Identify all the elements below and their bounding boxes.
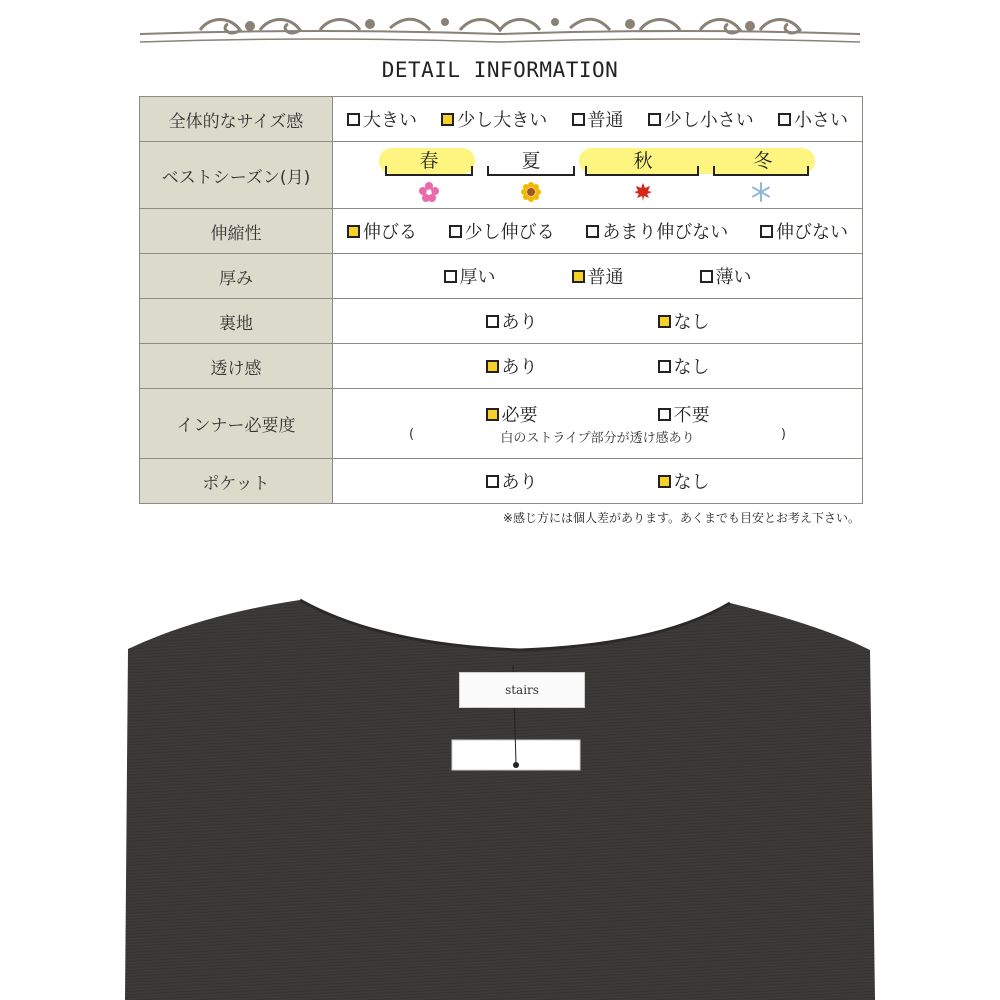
option: 普通 bbox=[572, 106, 624, 132]
option: あまり伸びない bbox=[586, 218, 728, 244]
option: 必要 bbox=[486, 401, 538, 427]
product-photo bbox=[0, 545, 1000, 1000]
brand-label: stairs bbox=[459, 672, 585, 708]
option: 大きい bbox=[347, 106, 417, 132]
maple-leaf-icon bbox=[633, 182, 653, 202]
row-label: 透け感 bbox=[140, 344, 333, 389]
season-winter: 冬 bbox=[753, 150, 773, 172]
disclaimer: ※感じ方には個人差があります。あくまでも目安とお考え下さい。 bbox=[502, 511, 860, 525]
option: 伸びない bbox=[760, 218, 848, 244]
option: あり bbox=[486, 468, 538, 494]
option: 不要 bbox=[658, 401, 710, 427]
checkbox-icon bbox=[486, 315, 499, 328]
checkbox-icon bbox=[449, 225, 462, 238]
table-row bbox=[140, 344, 863, 389]
season-chart bbox=[333, 142, 862, 208]
table-row bbox=[140, 459, 863, 504]
checkbox-checked-icon bbox=[658, 315, 671, 328]
option: なし bbox=[658, 308, 710, 334]
option: 小さい bbox=[778, 106, 848, 132]
snowflake-icon bbox=[751, 182, 771, 202]
inner-note: ( 白のストライプ部分が透け感あり ) bbox=[409, 427, 786, 446]
checkbox-checked-icon bbox=[486, 408, 499, 421]
sunflower-icon bbox=[521, 182, 541, 202]
checkbox-icon bbox=[658, 360, 671, 373]
row-label: ベストシーズン(月) bbox=[140, 142, 333, 209]
section-title: DETAIL INFORMATION bbox=[381, 58, 619, 82]
checkbox-checked-icon bbox=[658, 475, 671, 488]
checkbox-icon bbox=[700, 270, 713, 283]
option: なし bbox=[658, 468, 710, 494]
row-label: 裏地 bbox=[140, 299, 333, 344]
checkbox-icon bbox=[586, 225, 599, 238]
checkbox-checked-icon bbox=[441, 113, 454, 126]
option: 普通 bbox=[572, 263, 624, 289]
option: 厚い bbox=[444, 263, 496, 289]
table-row bbox=[140, 209, 863, 254]
season-autumn: 秋 bbox=[633, 150, 653, 172]
checkbox-icon bbox=[572, 113, 585, 126]
checkbox-icon bbox=[444, 270, 457, 283]
table-row bbox=[140, 389, 863, 459]
row-label: インナー必要度 bbox=[140, 389, 333, 459]
season-spring: 春 bbox=[419, 150, 439, 172]
checkbox-icon bbox=[760, 225, 773, 238]
checkbox-icon bbox=[658, 408, 671, 421]
row-label: 伸縮性 bbox=[140, 209, 333, 254]
option: 少し伸びる bbox=[449, 218, 555, 244]
table-row bbox=[140, 254, 863, 299]
checkbox-icon bbox=[778, 113, 791, 126]
table-row bbox=[140, 142, 863, 209]
checkbox-icon bbox=[648, 113, 661, 126]
option: あり bbox=[486, 308, 538, 334]
option: 少し大きい bbox=[441, 106, 547, 132]
table-row bbox=[140, 299, 863, 344]
checkbox-checked-icon bbox=[486, 360, 499, 373]
option: なし bbox=[658, 353, 710, 379]
option: 伸びる bbox=[347, 218, 417, 244]
checkbox-icon bbox=[347, 113, 360, 126]
decorative-ornament bbox=[140, 8, 860, 48]
row-label: ポケット bbox=[140, 459, 333, 504]
season-summer: 夏 bbox=[521, 150, 541, 172]
checkbox-checked-icon bbox=[347, 225, 360, 238]
sakura-icon bbox=[419, 182, 439, 202]
option: 薄い bbox=[700, 263, 752, 289]
checkbox-checked-icon bbox=[572, 270, 585, 283]
row-label: 厚み bbox=[140, 254, 333, 299]
table-row bbox=[140, 97, 863, 142]
option: 少し小さい bbox=[648, 106, 754, 132]
detail-table bbox=[139, 96, 863, 504]
row-label: 全体的なサイズ感 bbox=[140, 97, 333, 142]
option: あり bbox=[486, 353, 538, 379]
checkbox-icon bbox=[486, 475, 499, 488]
